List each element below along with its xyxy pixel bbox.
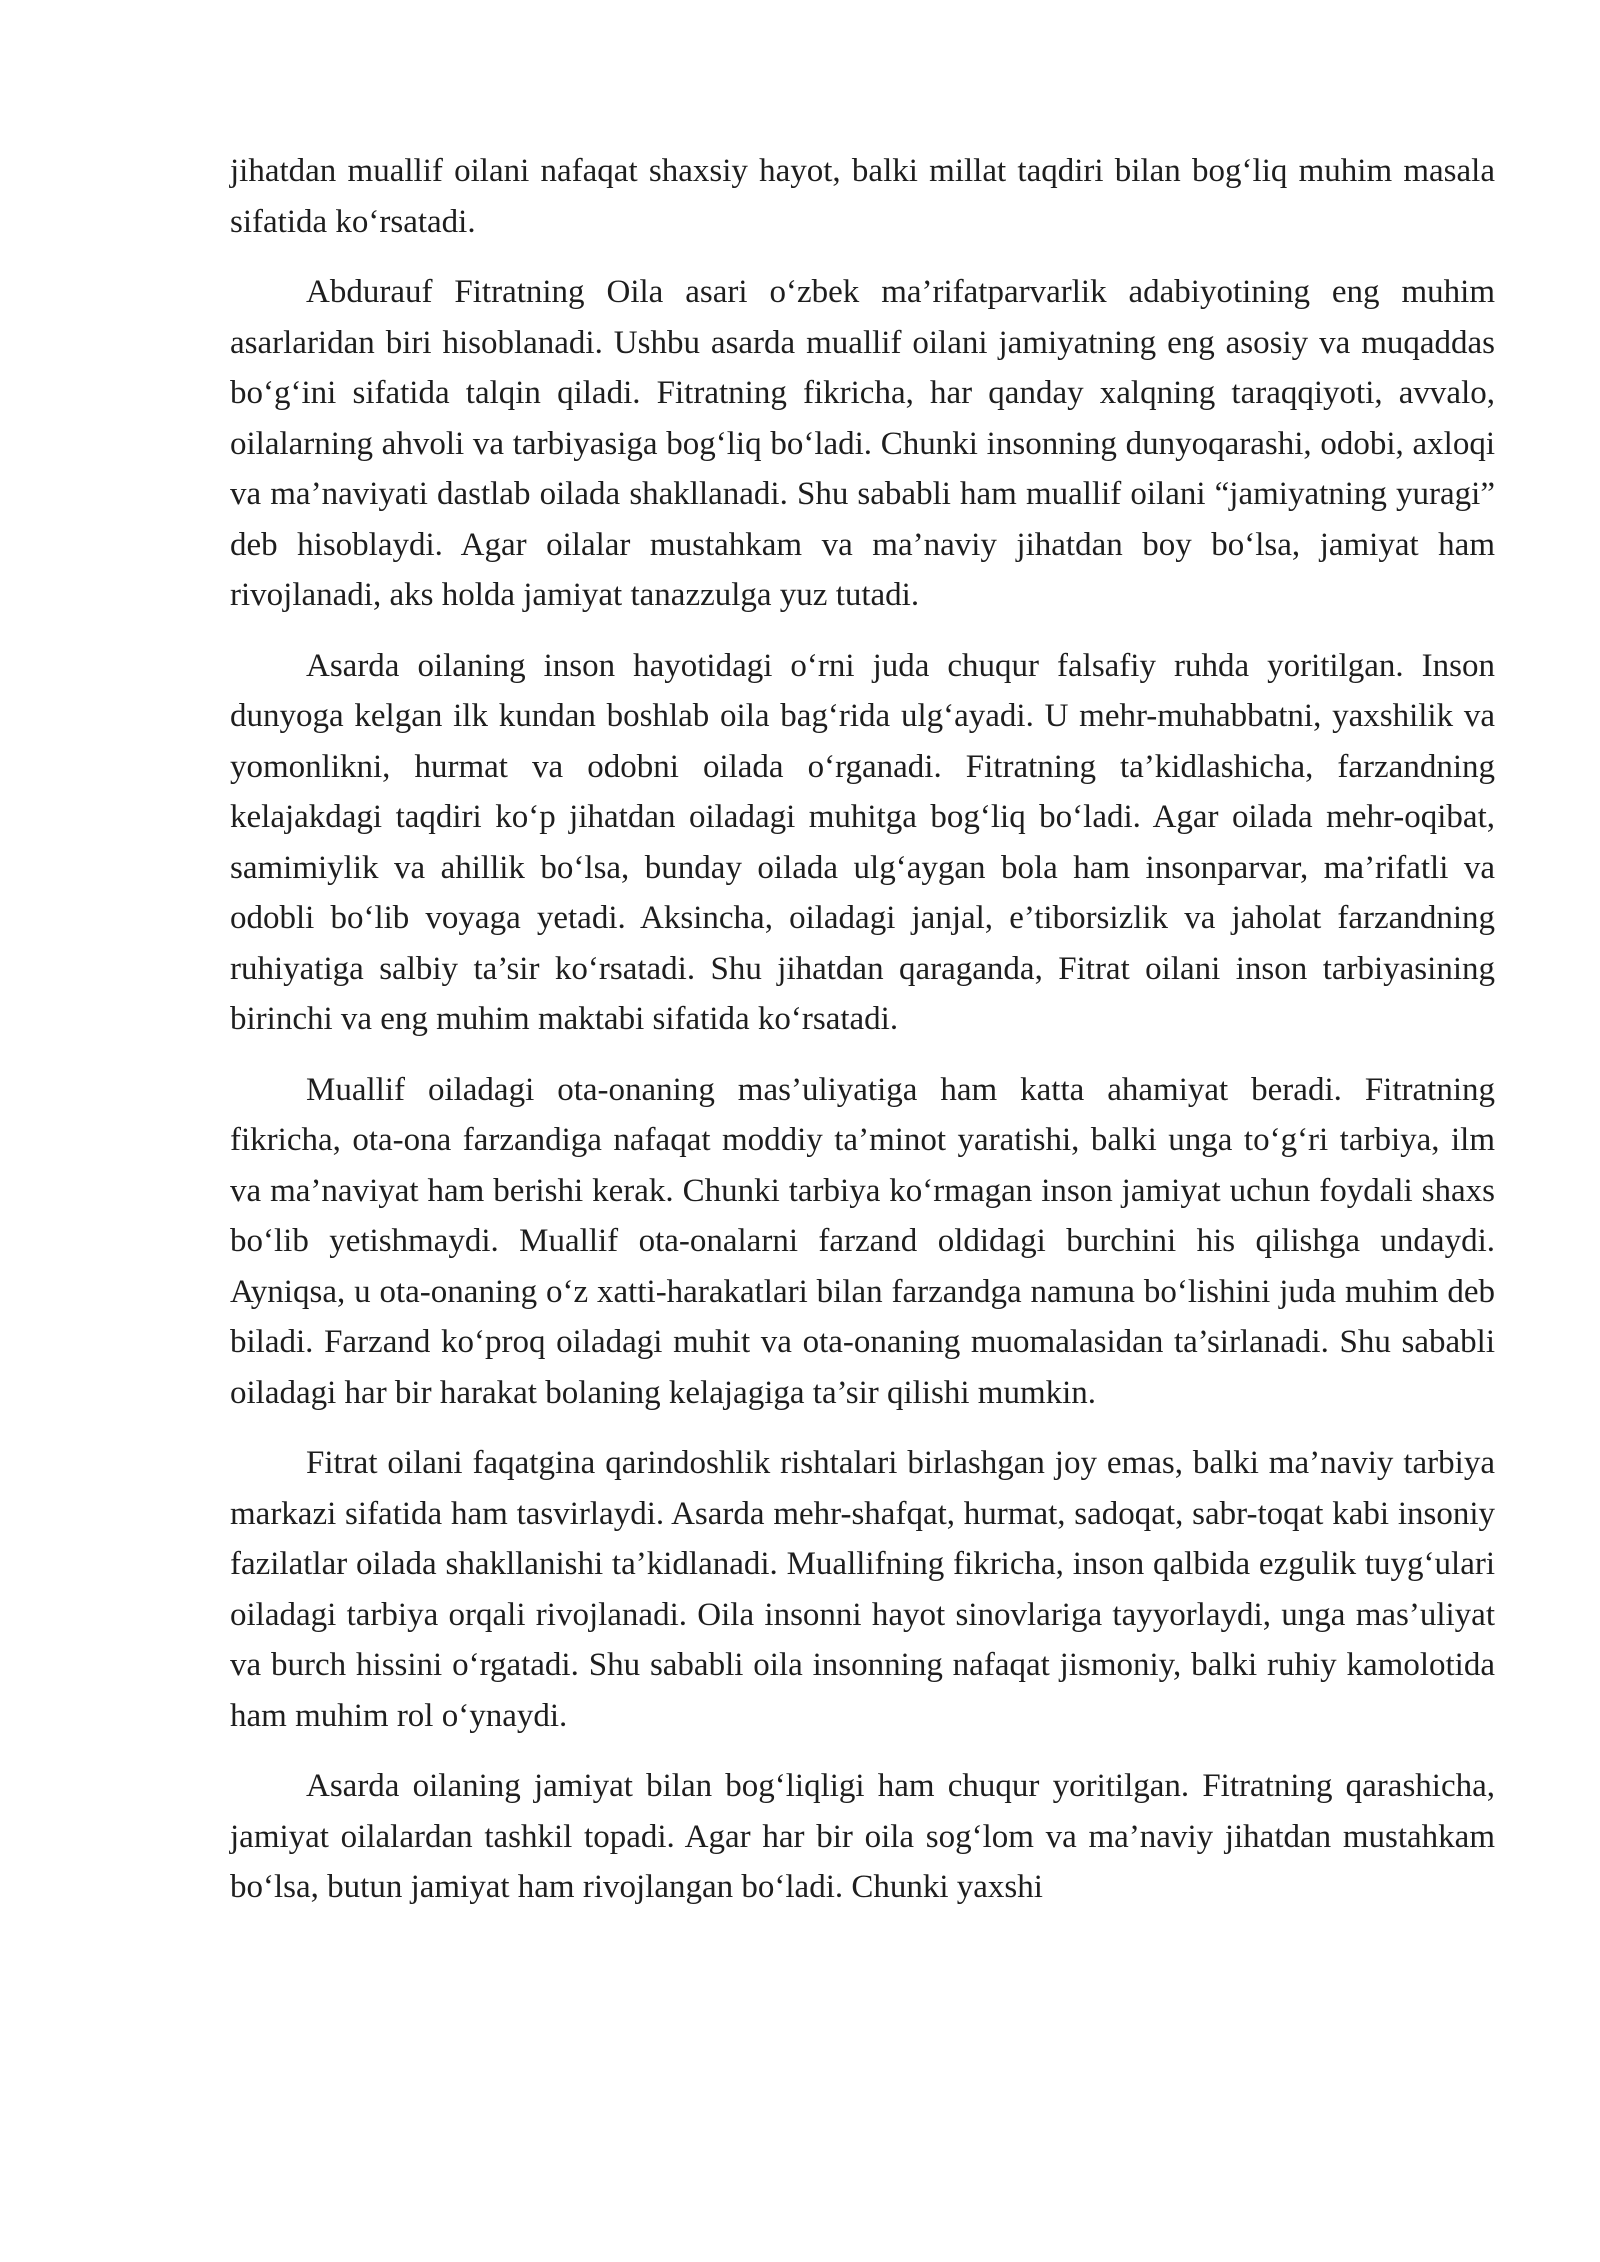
paragraph: Asarda oilaning jamiyat bilan bog‘liqligi ham chuqur yoritilgan. Fitratning qarashicha, jamiyat oilalardan tashkil topadi. Agar har bir oila sog‘lom va ma’naviy jihatdan mustahkam bo‘lsa, butun jamiyat ham rivojlangan bo‘ladi. Chunki yaxshi (230, 1768, 1495, 1905)
paragraph: Muallif oiladagi ota-onaning mas’uliyatiga ham katta ahamiyat beradi. Fitratning fikricha, ota-ona farzandiga nafaqat moddiy ta’minot yaratishi, balki unga to‘g‘ri tarbiya, ilm va ma’naviyat ham berishi kerak. Chunki tarbiya ko‘rmagan inson jamiyat uchun foydali shaxs bo‘lib yetishmaydi. Muallif ota-onalarni farzand oldidagi burchini his qilishga undaydi. Ayniqsa, u ota-onaning o‘z xatti-harakatlari bilan farzandga namuna bo‘lishini juda muhim deb biladi. Farzand ko‘proq oiladagi muhit va ota-onaning muomalasidan ta’sirlanadi. Shu sababli oiladagi har bir harakat bolaning kelajagiga ta’sir qilishi mumkin. (230, 1071, 1495, 1411)
document-page (230, 146, 1495, 1933)
paragraph: Fitrat oilani faqatgina qarindoshlik rishtalari birlashgan joy emas, balki ma’naviy tarbiya markazi sifatida ham tasvirlaydi. Asarda mehr-shafqat, hurmat, sadoqat, sabr-toqat kabi insoniy fazilatlar oilada shakllanishi ta’kidlanadi. Muallifning fikricha, inson qalbida ezgulik tuyg‘ulari oiladagi tarbiya orqali rivojlanadi. Oila insonni hayot sinovlariga tayyorlaydi, unga mas’uliyat va burch hissini o‘rgatadi. Shu sababli oila insonning nafaqat jismoniy, balki ruhiy kamolotida ham muhim rol o‘ynaydi. (230, 1445, 1495, 1734)
paragraph: jihatdan muallif oilani nafaqat shaxsiy hayot, balki millat taqdiri bilan bog‘liq muhim masala sifatida ko‘rsatadi. (230, 153, 1495, 240)
paragraph: Abdurauf Fitratning Oila asari o‘zbek ma’rifatparvarlik adabiyotining eng muhim asarlaridan biri hisoblanadi. Ushbu asarda muallif oilani jamiyatning eng asosiy va muqaddas bo‘g‘ini sifatida talqin qiladi. Fitratning fikricha, har qanday xalqning taraqqiyoti, avvalo, oilalarning ahvoli va tarbiyasiga bog‘liq bo‘ladi. Chunki insonning dunyoqarashi, odobi, axloqi va ma’naviyati dastlab oilada shakllanadi. Shu sababli ham muallif oilani “jamiyatning yuragi” deb hisoblaydi. Agar oilalar mustahkam va ma’naviy jihatdan boy bo‘lsa, jamiyat ham rivojlanadi, aks holda jamiyat tanazzulga yuz tutadi. (230, 274, 1495, 613)
paragraph: Asarda oilaning inson hayotidagi o‘rni juda chuqur falsafiy ruhda yoritilgan. Inson dunyoga kelgan ilk kundan boshlab oila bag‘rida ulg‘ayadi. U mehr-muhabbatni, yaxshilik va yomonlikni, hurmat va odobni oilada o‘rganadi. Fitratning ta’kidlashicha, farzandning kelajakdagi taqdiri ko‘p jihatdan oiladagi muhitga bog‘liq bo‘ladi. Agar oilada mehr-oqibat, samimiylik va ahillik bo‘lsa, bunday oilada ulg‘aygan bola ham insonparvar, ma’rifatli va odobli bo‘lib voyaga yetadi. Aksincha, oiladagi janjal, e’tiborsizlik va jaholat farzandning ruhiyatiga salbiy ta’sir ko‘rsatadi. Shu jihatdan qaraganda, Fitrat oilani inson tarbiyasining birinchi va eng muhim maktabi sifatida ko‘rsatadi. (230, 647, 1495, 1037)
